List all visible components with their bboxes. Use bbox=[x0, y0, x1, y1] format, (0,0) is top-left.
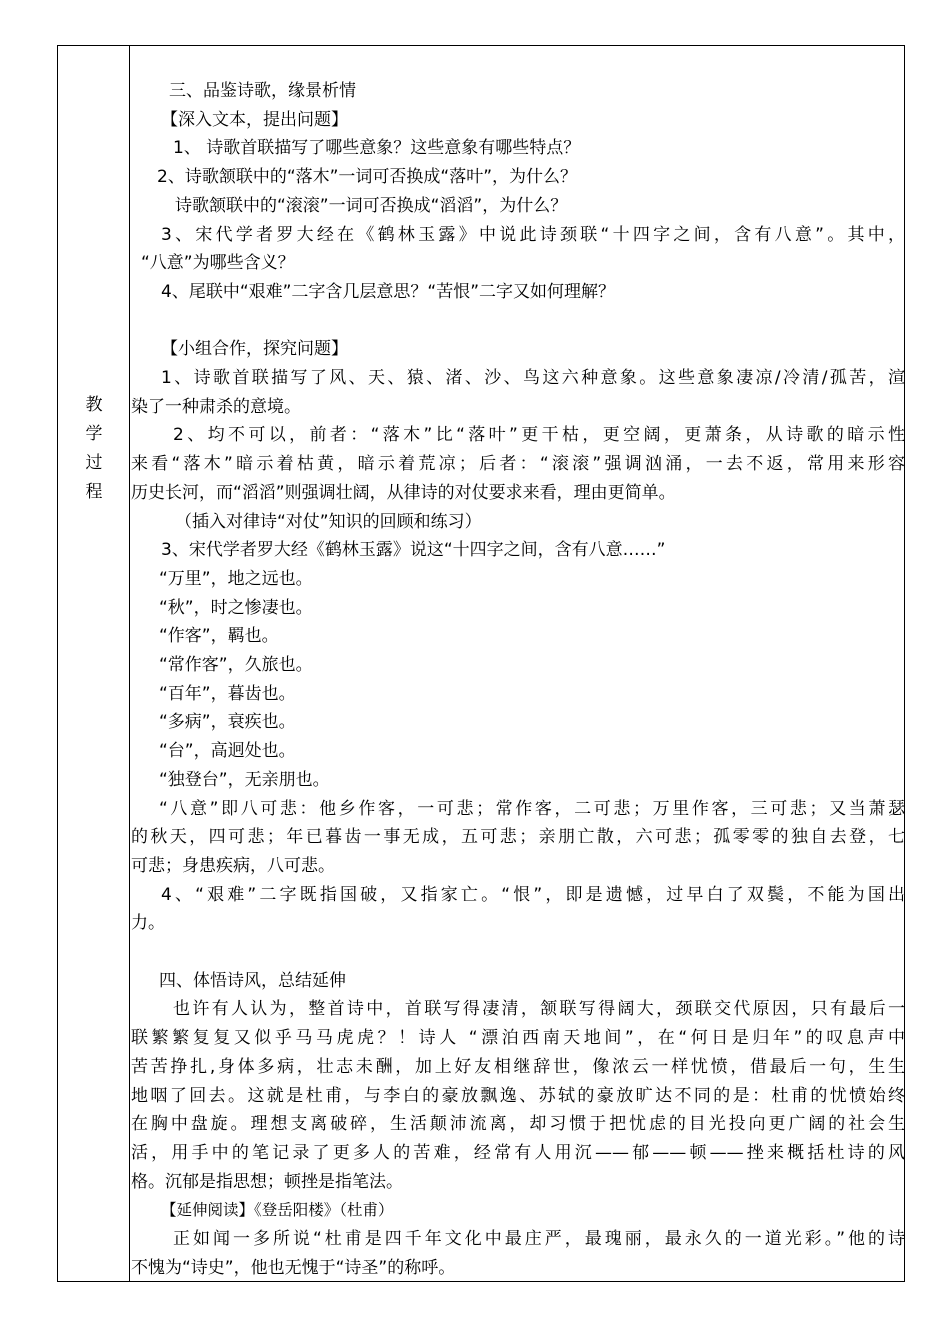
text-line: 联繁繁复复又似乎马马虎虎？！诗人 “漂泊西南天地间”，在“何日是归年”的叹息声中 bbox=[131, 1028, 905, 1049]
text-line: 地咽了回去。这就是杜甫，与李白的豪放飘逸、苏轼的豪放旷达不同的是：杜甫的忧愤始终 bbox=[131, 1085, 905, 1106]
text-line: 【深入文本，提出问题】 bbox=[161, 109, 348, 130]
label-char: 程 bbox=[85, 482, 103, 502]
text-line: （插入对律诗“对仗”知识的回顾和练习） bbox=[175, 511, 482, 532]
label-char: 过 bbox=[85, 453, 103, 473]
text-line: 【延伸阅读】《登岳阳楼》（杜甫） bbox=[161, 1201, 394, 1220]
text-line: 1、诗歌首联描写了风、天、猿、渚、沙、鸟这六种意象。这些意象凄凉/冷清/孤苦，渲 bbox=[161, 368, 905, 388]
text-line: 格。沉郁是指思想；顿挫是指笔法。 bbox=[131, 1171, 403, 1192]
blank-line bbox=[131, 307, 905, 336]
text-line: 3、宋代学者罗大经《鹤林玉露》说这“十四字之间，含有八意……” bbox=[161, 540, 666, 561]
text-line: 3、宋代学者罗大经在《鹤林玉露》中说此诗颈联“十四字之间，含有八意”。其中， bbox=[161, 224, 905, 245]
text-line: 1、 诗歌首联描写了哪些意象？这些意象有哪些特点？ bbox=[173, 138, 581, 159]
section-label bbox=[58, 391, 130, 507]
text-line: “八意”为哪些含义？ bbox=[141, 253, 295, 274]
label-char: 学 bbox=[85, 424, 103, 444]
text-line: 4、“艰难”二字既指国破，又指家亡。“恨”，即是遗憾，过早白了双鬓，不能为国出 bbox=[161, 884, 905, 905]
text-line: 【小组合作，探究问题】 bbox=[161, 339, 348, 360]
blank-line bbox=[131, 938, 905, 967]
text-line: 活，用手中的笔记录了更多人的苦难，经常有人用沉——郁——顿——挫来概括杜诗的风 bbox=[131, 1142, 905, 1163]
text-line: 的秋天，四可悲；年已暮齿一事无成，五可悲；亲朋亡散，六可悲；孤零零的独自去登，七 bbox=[131, 827, 905, 848]
section-label-cell bbox=[58, 46, 130, 1281]
text-line: “秋”，时之惨凄也。 bbox=[159, 597, 313, 618]
text-line: 不愧为“诗史”，他也无愧于“诗圣”的称呼。 bbox=[131, 1257, 456, 1278]
text-line: “百年”，暮齿也。 bbox=[159, 683, 296, 704]
text-line: 正如闻一多所说“杜甫是四千年文化中最庄严，最瑰丽，最永久的一道光彩。”他的诗 bbox=[173, 1229, 905, 1249]
text-line: 力。 bbox=[131, 913, 165, 934]
text-line: 三、品鉴诗歌，缘景析情 bbox=[169, 81, 356, 101]
text-line: “独登台”，无亲朋也。 bbox=[159, 769, 330, 790]
text-line: 历史长河，而“滔滔”则强调壮阔，从律诗的对仗要求来看，理由更简单。 bbox=[131, 482, 676, 503]
text-line: 诗歌颔联中的“滚滚”一词可否换成“滔滔”，为什么？ bbox=[175, 195, 568, 216]
lesson-table bbox=[57, 45, 905, 1282]
text-line: “多病”，衰疾也。 bbox=[159, 712, 296, 733]
text-line: 2、诗歌颔联中的“落木”一词可否换成“落叶”，为什么？ bbox=[157, 167, 578, 188]
text-line: 苦苦挣扎,身体多病，壮志未酬，加上好友相继辞世，像浓云一样忧愤，借最后一句，生生 bbox=[131, 1056, 905, 1077]
label-char: 教 bbox=[85, 395, 103, 415]
text-line: 四、体悟诗风，总结延伸 bbox=[159, 970, 346, 991]
text-line: 可悲；身患疾病，八可悲。 bbox=[131, 855, 335, 876]
text-line: 2、均不可以，前者：“落木”比“落叶”更干枯，更空阔，更萧条，从诗歌的暗示性 bbox=[173, 425, 905, 446]
text-line: “万里”，地之远也。 bbox=[159, 568, 313, 589]
text-line: 染了一种肃杀的意境。 bbox=[131, 396, 301, 417]
text-line: “八意”即八可悲：他乡作客，一可悲；常作客，二可悲；万里作客，三可悲；又当萧瑟 bbox=[159, 798, 905, 819]
text-line: “常作客”，久旅也。 bbox=[159, 655, 313, 675]
text-line: 来看“落木”暗示着枯黄，暗示着荒凉；后者：“滚滚”强调汹涌，一去不返，常用来形容 bbox=[131, 454, 905, 475]
teaching-process-content bbox=[131, 46, 905, 1281]
text-line: “台”，高迥处也。 bbox=[159, 741, 296, 762]
text-line: “作客”，羁也。 bbox=[159, 626, 279, 647]
text-line: 也许有人认为，整首诗中，首联写得凄清，颔联写得阔大，颈联交代原因，只有最后一 bbox=[173, 999, 905, 1020]
text-line: 在胸中盘旋。理想支离破碎，生活颠沛流离，却习惯于把忧虑的目光投向更广阔的社会生 bbox=[131, 1114, 905, 1135]
text-line: 4、尾联中“艰难”二字含几层意思？“苦恨”二字又如何理解？ bbox=[161, 281, 616, 302]
